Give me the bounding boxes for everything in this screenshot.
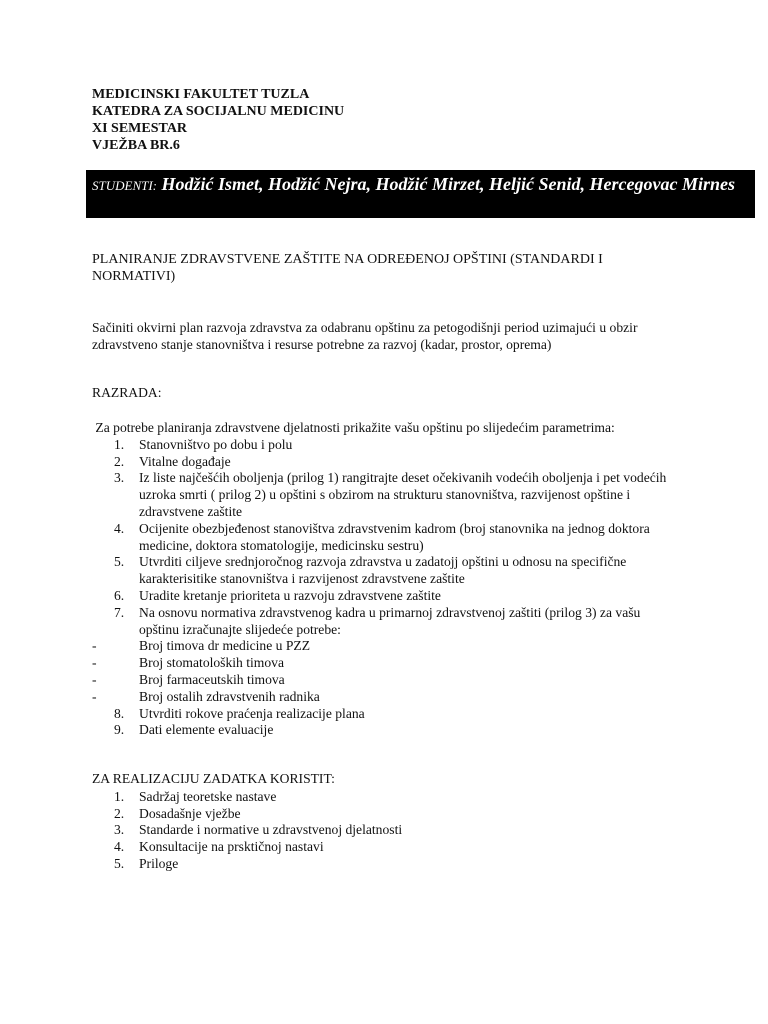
realization-list-item: [92, 806, 682, 823]
task-list-item: [92, 638, 682, 655]
task-list-item: [92, 706, 682, 723]
task-section: [92, 420, 682, 739]
list-marker: 8.: [114, 705, 125, 721]
list-item-text: Utvrditi ciljeve srednjoročnog razvoja zdravstva u zadatojj opštini u odnosu na specifične karakterisitike stanovništva i razvijenost zdravstvene zaštite: [139, 554, 627, 587]
list-marker: 2.: [114, 453, 125, 469]
task-list-item: [92, 454, 682, 471]
faculty-name: MEDICINSKI FAKULTET TUZLA: [92, 87, 310, 102]
list-item-text: Dati elemente evaluacije: [139, 722, 274, 738]
task-list-item: [92, 588, 682, 605]
task-list-item: [92, 521, 682, 555]
list-marker: -: [92, 638, 97, 654]
realization-list-item: [92, 856, 682, 873]
document-header: [92, 86, 344, 154]
list-item-text: Konsultacije na prsktičnoj nastavi: [139, 839, 324, 855]
list-marker: 9.: [114, 722, 125, 738]
list-item-text: Broj timova dr medicine u PZZ: [139, 638, 311, 654]
list-item-text: Iz liste najčešćih oboljenja (prilog 1) rangitrajte deset očekivanih vodećih oboljenja i pet vodećih uzroka smrti ( prilog 2) u opštini s obzirom na strukturu stanovništva, razvijenost opštine i zdravstvene zaštite: [139, 470, 667, 519]
assignment-intro: Sačiniti okvirni plan razvoja zdravstva za odabranu opštinu za petogodišnji period uzimajući u obzir zdravstveno stanje stanovništva i resurse potrebne za razvoj (kadar, prostor, oprema): [92, 320, 638, 352]
realization-list: [92, 789, 682, 873]
list-marker: 1.: [114, 788, 125, 804]
list-marker: 7.: [114, 604, 125, 620]
students-banner: [86, 170, 755, 218]
list-marker: -: [92, 671, 97, 687]
task-lead: Za potrebe planiranja zdravstvene djelatnosti prikažite vašu opštinu po slijedećim parametrima:: [92, 420, 615, 435]
realization-section: [92, 771, 682, 873]
list-marker: 5.: [114, 855, 125, 871]
list-item-text: Stanovništvo po dobu i polu: [139, 436, 293, 452]
task-list-item: [92, 672, 682, 689]
department-name: KATEDRA ZA SOCIJALNU MEDICINU: [92, 104, 345, 119]
list-item-text: Na osnovu normativa zdravstvenog kadra u primarnoj zdravstvenoj zaštiti (prilog 3) za vašu opštinu izračunajte slijedeće potrebe:: [139, 604, 641, 637]
list-item-text: Uradite kretanje prioriteta u razvoju zdravstvene zaštite: [139, 587, 441, 603]
list-marker: 2.: [114, 805, 125, 821]
task-list: [92, 437, 682, 739]
list-marker: 4.: [114, 839, 125, 855]
realization-list-item: [92, 839, 682, 856]
list-item-text: Ocijenite obezbjeđenost stanovištva zdravstvenim kadrom (broj stanovnika na jednog doktora medicine, doktora stomatologije, medicinsku sestru): [139, 520, 650, 553]
task-list-item: [92, 437, 682, 454]
razrada-heading: RAZRADA:: [92, 385, 162, 400]
list-marker: -: [92, 688, 97, 704]
task-list-item: [92, 605, 682, 639]
list-marker: -: [92, 655, 97, 671]
list-item-text: Priloge: [139, 855, 179, 871]
list-marker: 1.: [114, 436, 125, 452]
list-marker: 3.: [114, 470, 125, 486]
list-marker: 6.: [114, 587, 125, 603]
list-item-text: Utvrditi rokove praćenja realizacije plana: [139, 705, 365, 721]
list-item-text: Vitalne događaje: [139, 453, 231, 469]
list-item-text: Dosadašnje vježbe: [139, 805, 241, 821]
task-list-item: [92, 554, 682, 588]
list-marker: 4.: [114, 520, 125, 536]
task-list-item: [92, 655, 682, 672]
list-item-text: Sadržaj teoretske nastave: [139, 788, 277, 804]
list-marker: 5.: [114, 554, 125, 570]
semester: XI SEMESTAR: [92, 121, 188, 136]
list-item-text: Broj farmaceutskih timova: [139, 671, 285, 687]
list-item-text: Broj stomatoloških timova: [139, 655, 284, 671]
list-item-text: Broj ostalih zdravstvenih radnika: [139, 688, 320, 704]
realization-heading: ZA REALIZACIJU ZADATKA KORISTIT:: [92, 771, 335, 786]
realization-list-item: [92, 789, 682, 806]
task-list-item: [92, 470, 682, 520]
students-label: STUDENTI:: [92, 178, 158, 193]
task-list-item: [92, 722, 682, 739]
list-marker: 3.: [114, 822, 125, 838]
exercise-number: VJEŽBA BR.6: [92, 138, 180, 153]
students-text: [92, 173, 749, 197]
assignment-title: PLANIRANJE ZDRAVSTVENE ZAŠTITE NA ODREĐENOJ OPŠTINI (STANDARDI I NORMATIVI): [92, 252, 603, 284]
list-item-text: Standarde i normative u zdravstvenoj djelatnosti: [139, 822, 403, 838]
students-names: Hodžić Ismet, Hodžić Nejra, Hodžić Mirzet, Heljić Senid, Hercegovac Mirnes: [161, 174, 735, 194]
realization-list-item: [92, 822, 682, 839]
task-list-item: [92, 689, 682, 706]
